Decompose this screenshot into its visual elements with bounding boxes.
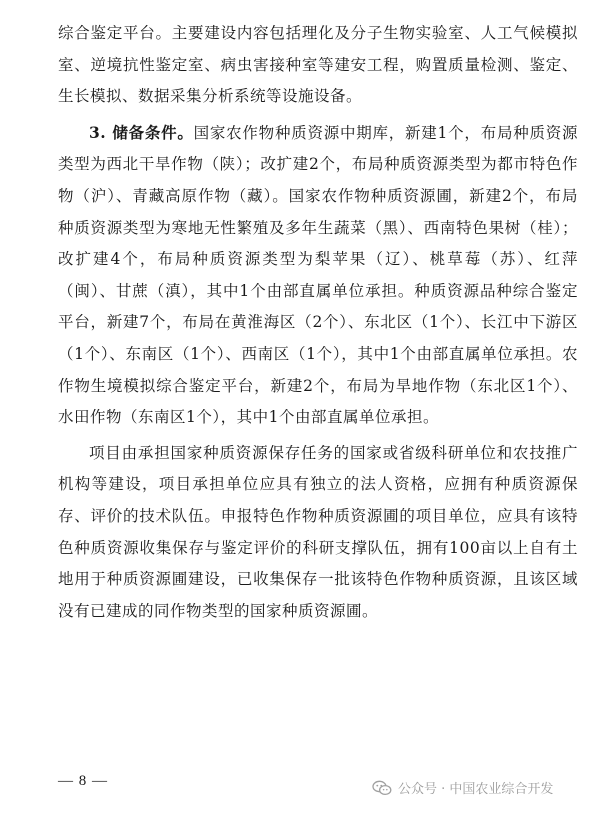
document-body — [58, 18, 578, 627]
paragraph-project-requirements: 项目由承担国家种质资源保存任务的国家或省级科研单位和农技推广机构等建设，项目承担单位应具有独立的法人资格，应拥有种质资源保存、评价的技术队伍。申报特色作物种质资源圃的项目单位，应具有该特色种质资源收集保存与鉴定评价的科研支撑队伍，拥有100亩以上自有土地用于种质资源圃建设，已收集保存一批该特色作物种质资源，且该区域没有已建成的同作物类型的国家种质资源圃。 — [58, 443, 578, 620]
paragraph-continuation: 综合鉴定平台。主要建设内容包括理化及分子生物实验室、人工气候模拟室、逆境抗性鉴定室、病虫害接种室等建安工程，购置质量检测、鉴定、生长模拟、数据采集分析系统等设施设备。 — [58, 24, 578, 106]
section-heading: 3. 储备条件。 — [89, 122, 194, 142]
watermark — [372, 778, 553, 797]
page-number: — 8 — — [58, 773, 108, 789]
section-body: 国家农作物种质资源中期库，新建1个，布局种质资源类型为西北干旱作物（陕）；改扩建2个，布局种质资源类型为都市特色作物（沪）、青藏高原作物（藏）。国家农作物种质资源圃，新建2个，布局种质资源类型为寒地无性繁殖及多年生蔬菜（黑）、西南特色果树（桂）；改扩建4个，布局种质资源类型为梨苹果（辽）、桃草莓（苏）、红萍（闽）、甘蔗（滇），其中1个由部直属单位承担。种质资源品种综合鉴定平台，新建7个，布局在黄淮海区（2个）、东北区（1个）、长江中下游区（1个）、东南区（1个）、西南区（1个），其中1个由部直属单位承担。农作物生境模拟综合鉴定平台，新建2个，布局为旱地作物（东北区1个）、水田作物（东南区1个），其中1个由部直属单位承担。 — [58, 123, 578, 427]
watermark-text: 公众号 · 中国农业综合开发 — [398, 782, 554, 797]
paragraph-reserve-conditions — [58, 117, 578, 434]
wechat-icon — [372, 780, 392, 796]
